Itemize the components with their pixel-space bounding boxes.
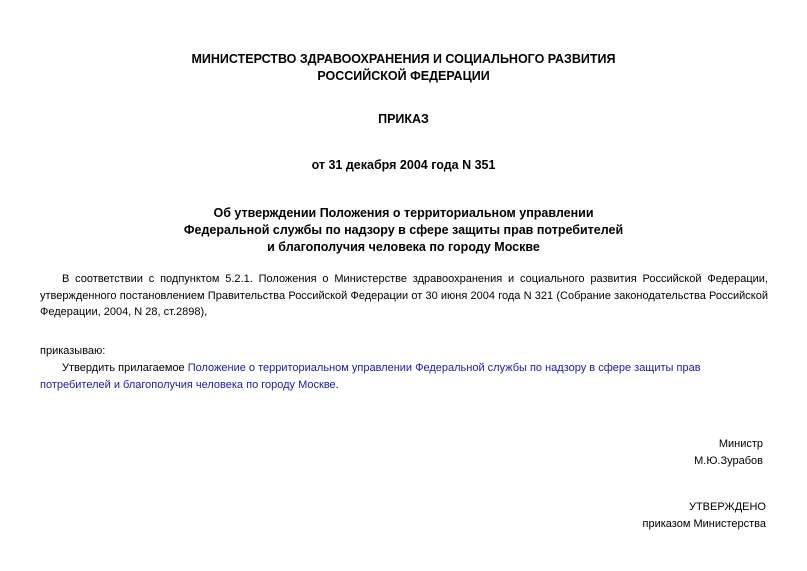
ministry-line-2: РОССИЙСКОЙ ФЕДЕРАЦИИ (317, 69, 490, 83)
document-type: ПРИКАЗ (378, 112, 429, 126)
signature-name: М.Ю.Зурабов (694, 454, 763, 467)
approve-suffix: . (335, 378, 339, 391)
approve-paragraph (40, 360, 768, 393)
signature-title: Министр (718, 438, 763, 450)
preamble-paragraph: В соответствии с подпунктом 5.2.1. Положения о Министерстве здравоохранения и социального развития Российской Федерации, утвержденного постановлением Правительства Российской Федерации от 30 июня 2004 года N 321 (Собрание законодательства Российской Федерации, 2004, N 28, ст.2898), (40, 273, 768, 318)
order-subject (0, 205, 807, 256)
ministry-line-1: МИНИСТЕРСТВО ЗДРАВООХРАНЕНИЯ И СОЦИАЛЬНОГО РАЗВИТИЯ (191, 52, 616, 66)
ministry-heading (0, 51, 807, 85)
approve-prefix: Утвердить прилагаемое (62, 362, 188, 374)
approval-stamp (643, 499, 766, 532)
subject-line-2: Федеральной службы по надзору в сфере защиты прав потребителей (183, 223, 624, 237)
approval-line-1: УТВЕРЖДЕНО (688, 501, 766, 513)
subject-line-3: и благополучия человека по городу Москве (267, 240, 540, 254)
subject-line-1: Об утверждении Положения о территориальном управлении (213, 206, 594, 220)
decree-word: приказываю: (40, 345, 106, 357)
signature-block (694, 436, 763, 469)
regulation-link[interactable]: Положение о территориальном управлении Федеральной службы по надзору в сфере защиты прав потребителей и благополучия человека по городу Москве (40, 362, 701, 391)
order-date-number: от 31 декабря 2004 года N 351 (311, 158, 496, 172)
approval-line-2: приказом Министерства (642, 517, 766, 530)
